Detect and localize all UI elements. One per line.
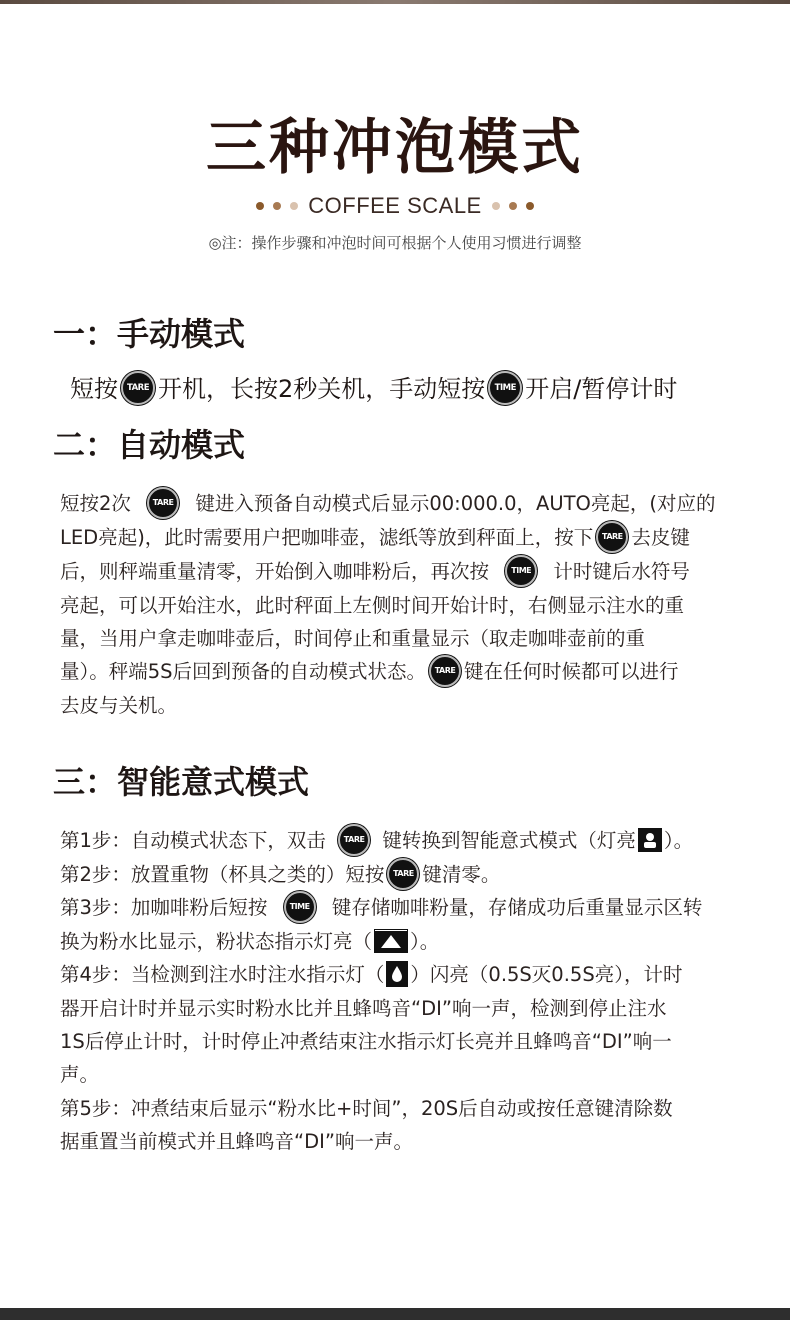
decor-dot <box>273 202 281 210</box>
auto-line-6 <box>60 655 734 689</box>
tare-button-icon: TARE <box>338 824 370 856</box>
decor-dot <box>509 202 517 210</box>
text: ）。 <box>410 930 440 953</box>
text: 短按2次 <box>60 492 131 515</box>
text: 键清零。 <box>422 863 501 886</box>
decor-dot <box>492 202 500 210</box>
text: 键在任何时候都可以进行 <box>464 660 679 683</box>
tare-button-icon: TARE <box>429 655 461 687</box>
text: 计时键后水符号 <box>553 560 690 583</box>
tare-button-icon: TARE <box>596 521 628 553</box>
smart-step-4-cont-3: 声。 <box>60 1063 100 1086</box>
espresso-mode-icon <box>638 828 662 852</box>
text: 第4步：当检测到注水时注水指示灯（ <box>60 963 385 986</box>
smart-step-5-cont: 据重置当前模式并且蜂鸣音“DI”响一声。 <box>60 1130 413 1153</box>
section-heading-manual: 一：手动模式 <box>53 315 246 353</box>
decor-dot <box>526 202 534 210</box>
text: 量）。秤端5S后回到预备的自动模式状态。 <box>60 660 427 683</box>
time-button-icon: TIME <box>284 891 316 923</box>
smart-step-1 <box>60 824 734 858</box>
text: 键存储咖啡粉量，存储成功后重量显示区转 <box>331 896 703 919</box>
auto-line-3 <box>60 555 734 589</box>
section-heading-auto: 二：自动模式 <box>53 426 246 464</box>
page-title: 三种冲泡模式 <box>206 113 584 183</box>
decor-dot <box>290 202 298 210</box>
auto-line-7: 去皮与关机。 <box>60 694 178 717</box>
text: 后，则秤端重量清零，开始倒入咖啡粉后，再次按 <box>60 560 490 583</box>
section-heading-smart: 三：智能意式模式 <box>53 763 310 801</box>
smart-step-2 <box>60 858 734 892</box>
time-button-icon: TIME <box>505 555 537 587</box>
subtitle-row <box>0 191 790 221</box>
text: ）。 <box>663 829 694 852</box>
text: 开启/暂停计时 <box>525 375 678 403</box>
text: 第2步：放置重物（杯具之类的）短按 <box>60 863 385 886</box>
text: 去皮键 <box>631 526 690 549</box>
text: 换为粉水比显示，粉状态指示灯亮（ <box>60 930 373 953</box>
water-drop-icon <box>386 961 408 987</box>
bottom-border <box>0 1308 790 1320</box>
text: 短按 <box>70 375 118 403</box>
manual-line <box>70 369 677 409</box>
smart-step-3 <box>60 891 734 925</box>
powder-indicator-icon <box>374 929 408 953</box>
text: LED亮起)，此时需要用户把咖啡壶，滤纸等放到秤面上，按下 <box>60 526 594 549</box>
auto-line-1 <box>60 487 734 521</box>
smart-step-4-cont-2: 1S后停止计时，计时停止冲煮结束注水指示灯长亮并且蜂鸣音“DI”响一 <box>60 1030 672 1053</box>
smart-step-3-cont <box>60 925 734 958</box>
auto-line-2 <box>60 521 734 555</box>
left-dots <box>256 202 298 210</box>
smart-step-4 <box>60 958 734 991</box>
auto-line-4: 亮起，可以开始注水，此时秤面上左侧时间开始计时，右侧显示注水的重 <box>60 594 685 617</box>
text: 第1步：自动模式状态下，双击 <box>60 829 326 852</box>
text: 开机，长按2秒关机，手动短按 <box>158 375 486 403</box>
auto-line-5: 量，当用户拿走咖啡壶后，时间停止和重量显示（取走咖啡壶前的重 <box>60 627 646 650</box>
time-button-icon: TIME <box>488 371 522 405</box>
right-dots <box>492 202 534 210</box>
subtitle: COFFEE SCALE <box>308 193 482 218</box>
text: ）闪亮（0.5S灭0.5S亮），计时 <box>410 963 683 986</box>
smart-step-5: 第5步：冲煮结束后显示“粉水比+时间”，20S后自动或按任意键清除数 <box>60 1097 673 1120</box>
note: ◎注：操作步骤和冲泡时间可根据个人使用习惯进行调整 <box>208 234 582 252</box>
smart-step-4-cont-1: 器开启计时并显示实时粉水比并且蜂鸣音“DI”响一声，检测到停止注水 <box>60 997 667 1020</box>
tare-button-icon: TARE <box>147 487 179 519</box>
top-border <box>0 0 790 4</box>
decor-dot <box>256 202 264 210</box>
text: 键转换到智能意式模式（灯亮 <box>382 829 636 852</box>
text: 第3步：加咖啡粉后短按 <box>60 896 268 919</box>
text: 键进入预备自动模式后显示00:000.0，AUTO亮起，(对应的 <box>195 492 716 515</box>
tare-button-icon: TARE <box>387 858 419 890</box>
tare-button-icon: TARE <box>121 371 155 405</box>
